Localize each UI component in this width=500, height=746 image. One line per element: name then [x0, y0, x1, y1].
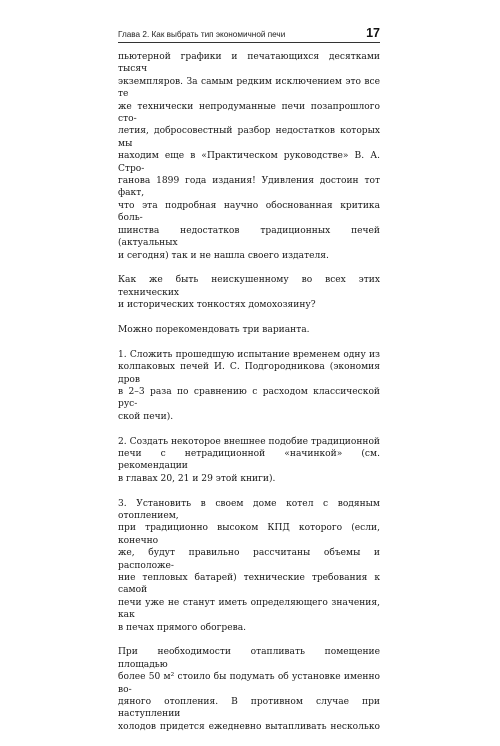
- book-page: [118, 0, 380, 732]
- text-line: более 50 м² стоило бы подумать об установке именно во-: [118, 672, 380, 695]
- paragraph: [118, 324, 380, 336]
- text-line: что эта подробная научно обоснованная критика боль-: [118, 200, 380, 224]
- paragraph: [118, 646, 380, 733]
- text-line: в главах 20, 21 и 29 этой книги).: [118, 473, 276, 484]
- text-line: летия, добросовестный разбор недостатков которых мы: [118, 126, 380, 149]
- text-line: пьютерной графики и печатающихся десятками тысяч: [118, 52, 380, 75]
- text-line: в печах прямого обогрева.: [118, 622, 247, 633]
- text-line: При необходимости отапливать помещение площадью: [118, 647, 380, 670]
- paragraph: [118, 498, 380, 634]
- paragraph: [118, 274, 380, 311]
- text-line: печи с нетрадиционной «начинкой» (см. рекомендации: [118, 448, 380, 472]
- text-line: экземпляров. За самым редким исключением это все те: [118, 76, 380, 100]
- text-line: в 2–3 раза по сравнению с расходом классической рус-: [118, 386, 380, 410]
- text-line: холодов придется ежедневно вытапливать несколько: [118, 721, 380, 732]
- paragraph: [118, 436, 380, 486]
- text-line: же технически непродуманные печи позапрошлого сто-: [118, 101, 380, 125]
- text-line: ние тепловых батарей) технические требования к самой: [118, 572, 380, 596]
- text-line: 2. Создать некоторое внешнее подобие традиционной: [118, 436, 380, 447]
- text-line: 3. Установить в своем доме котел с водяным отоплением,: [118, 498, 380, 521]
- text-line: 1. Сложить прошедшую испытание временем одну из: [118, 349, 380, 360]
- paragraph: [118, 51, 380, 262]
- running-header: [118, 26, 380, 43]
- text-line: колпаковых печей И. С. Подгородникова (экономия дров: [118, 362, 380, 385]
- body-text: [118, 51, 380, 746]
- text-line: шинства недостатков традиционных печей (актуальных: [118, 225, 380, 249]
- paragraph: [118, 349, 380, 423]
- text-line: Можно порекомендовать три варианта.: [118, 324, 310, 335]
- text-line: печи уже не станут иметь определяющего значения, как: [118, 597, 380, 621]
- text-line: находим еще в «Практическом руководстве» В. А. Стро-: [118, 151, 380, 174]
- text-line: ской печи).: [118, 411, 174, 422]
- text-line: же, будут правильно рассчитаны объемы и расположе-: [118, 548, 380, 571]
- chapter-title: Глава 2. Как выбрать тип экономичной печи: [118, 30, 286, 39]
- text-line: и сегодня) так и не нашла своего издателя.: [118, 250, 329, 261]
- text-line: ганова 1899 года издания! Удивления достоин тот факт,: [118, 176, 380, 199]
- page-number: 17: [366, 26, 380, 40]
- text-line: дяного отопления. В противном случае при наступлении: [118, 697, 380, 720]
- text-line: Как же быть неискушенному во всех этих технических: [118, 275, 380, 298]
- text-line: и исторических тонкостях домохозяину?: [118, 300, 316, 311]
- text-line: при традиционно высоком КПД которого (если, конечно: [118, 523, 380, 546]
